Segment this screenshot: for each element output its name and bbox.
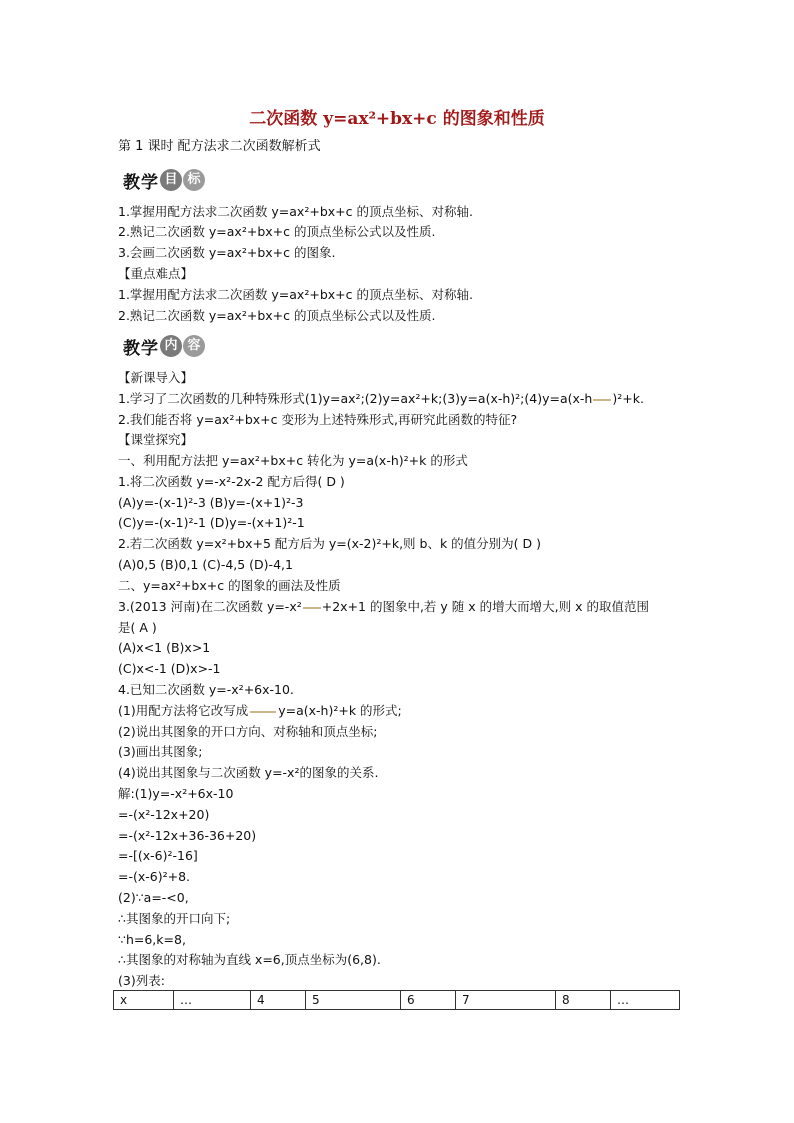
section-badge: 容 [183,335,205,357]
solution-line: 解:(1)y=-x²+6x-10 [118,786,234,801]
section-label: 教学 [123,338,159,359]
table-cell: 8 [556,991,611,1010]
intro-text: )²+k. [612,391,644,406]
table-cell: 6 [401,991,456,1010]
solution-line: ∴其图象的对称轴为直线 x=6,顶点坐标为(6,8). [118,952,381,967]
solution-line: =-[(x-6)²-16] [118,848,198,863]
blank-line [303,607,321,609]
text-line: 1.将二次函数 y=-x²-2x-2 配方后得( D ) [118,474,345,489]
solution-line: =-(x²-12x+20) [118,807,210,822]
blank-line [250,711,276,713]
table-cell: … [174,991,251,1010]
option-line: (C)x<-1 (D)x>-1 [118,661,221,676]
table-cell: … [611,991,680,1010]
table-cell: 5 [306,991,401,1010]
solution-line: ∵h=6,k=8, [118,932,186,947]
key-point-item: 1.掌握用配方法求二次函数 y=ax²+bx+c 的顶点坐标、对称轴. [118,287,473,302]
question-text: 是( A ) [118,620,157,635]
text-line: 2.若二次函数 y=x²+bx+5 配方后为 y=(x-2)²+k,则 b、k 的值分别为( D ) [118,536,541,551]
blank-line [593,399,611,401]
goal-item: 1.掌握用配方法求二次函数 y=ax²+bx+c 的顶点坐标、对称轴. [118,204,473,219]
solution-line: (3)列表: [118,973,165,988]
intro-line [118,391,644,407]
text-line: (C)y=-(x-1)²-1 (D)y=-(x+1)²-1 [118,515,305,530]
table-cell: x [114,991,174,1010]
question-text: 3.(2013 河南)在二次函数 y=-x² [118,599,302,614]
question-4-part-1 [118,703,402,719]
text-line: (2)说出其图象的开口方向、对称轴和顶点坐标; [118,724,378,739]
section-header-goals [118,167,205,193]
solution-line: =-(x²-12x+36-36+20) [118,828,257,843]
table-row [114,991,680,1010]
question-4: 4.已知二次函数 y=-x²+6x-10. [118,682,294,697]
section-header-content [118,333,205,359]
key-points-title: 【重点难点】 [118,266,194,281]
intro-title: 【新课导入】 [118,370,194,385]
lesson-subtitle: 第 1 课时 配方法求二次函数解析式 [118,139,321,154]
text-line: (3)画出其图象; [118,744,203,759]
text-line: (4)说出其图象与二次函数 y=-x²的图象的关系. [118,765,379,780]
goal-item: 3.会画二次函数 y=ax²+bx+c 的图象. [118,245,336,260]
key-point-item: 2.熟记二次函数 y=ax²+bx+c 的顶点坐标公式以及性质. [118,308,436,323]
question-text: +2x+1 的图象中,若 y 随 x 的增大而增大,则 x 的取值范围 [321,599,649,614]
text-line: (A)y=-(x-1)²-3 (B)y=-(x+1)²-3 [118,495,304,510]
value-table [113,990,680,1010]
section-badge: 目 [160,169,182,191]
solution-line: ∴其图象的开口向下; [118,911,231,926]
solution-line: (2)∵a=-<0, [118,890,189,905]
option-line: (A)x<1 (B)x>1 [118,640,211,655]
table-cell: 4 [251,991,306,1010]
intro-text: 1.学习了二次函数的几种特殊形式(1)y=ax²;(2)y=ax²+k;(3)y=a(x-h)²;(4)y=a(x-h [118,391,593,406]
goal-item: 2.熟记二次函数 y=ax²+bx+c 的顶点坐标公式以及性质. [118,224,436,239]
text-line: 二、y=ax²+bx+c 的图象的画法及性质 [118,578,341,593]
section-label: 教学 [123,172,159,193]
intro-line: 2.我们能否将 y=ax²+bx+c 变形为上述特殊形式,再研究此函数的特征? [118,412,518,427]
text-line: (A)0,5 (B)0,1 (C)-4,5 (D)-4,1 [118,557,293,572]
question-3 [118,599,649,615]
question-text: (1)用配方法将它改写成 [118,703,249,718]
document-title: 二次函数 y=ax²+bx+c 的图象和性质 [249,109,545,129]
explore-title: 【课堂探究】 [118,432,194,447]
table-cell: 7 [456,991,556,1010]
solution-line: =-(x-6)²+8. [118,869,191,884]
section-badge: 标 [183,169,205,191]
section-badge: 内 [160,335,182,357]
question-text: y=a(x-h)²+k 的形式; [278,703,402,718]
text-line: 一、利用配方法把 y=ax²+bx+c 转化为 y=a(x-h)²+k 的形式 [118,453,468,468]
